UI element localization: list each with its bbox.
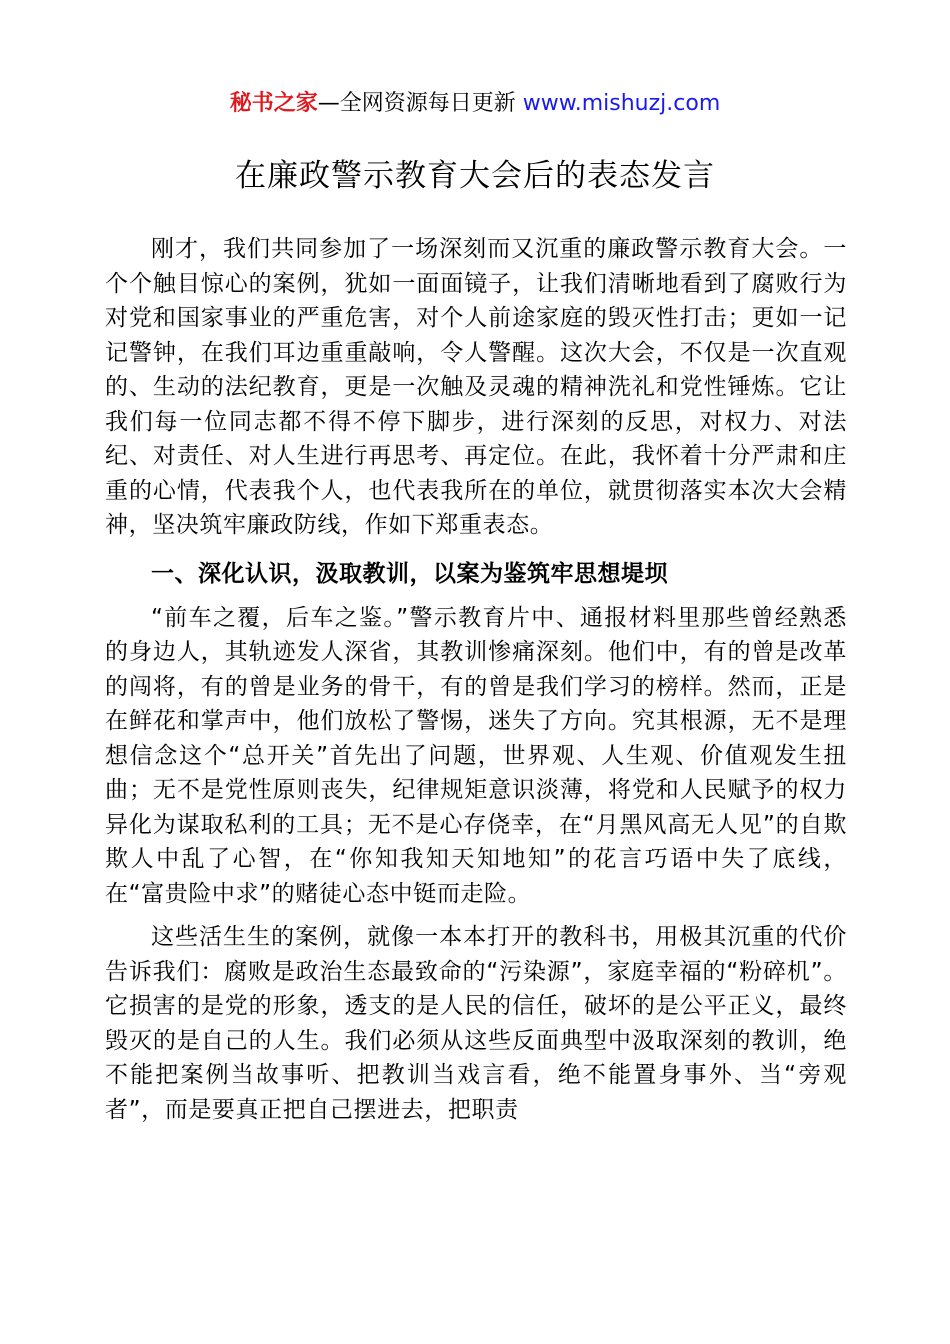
document-body [105,232,847,1127]
document-title: 在廉政警示教育大会后的表态发言 [235,158,715,194]
brand-name: 秘书之家 [229,91,318,116]
section-heading-1: 一、深化认识，汲取教训，以案为鉴筑牢思想堤坝 [151,560,668,587]
site-header [0,88,950,120]
section1-paragraph-2: 这些活生生的案例，就像一本本打开的教科书，用极其沉重的代价告诉我们：腐败是政治生态最致命的“污染源”，家庭幸福的“粉碎机”。它损害的是党的形象，透支的是人民的信任，破坏的是公平正义，最终毁灭的是自己的人生。我们必须从这些反面典型中汲取深刻的教训，绝不能把案例当故事听、把教训当戏言看，绝不能置身事外、当“旁观者”，而是要真正把自己摆进去，把职责 [105,924,847,1123]
intro-paragraph: 刚才，我们共同参加了一场深刻而又沉重的廉政警示教育大会。一个个触目惊心的案例，犹如一面面镜子，让我们清晰地看到了腐败行为对党和国家事业的严重危害，对个人前途家庭的毁灭性打击；更如一记记警钟，在我们耳边重重敲响，令人警醒。这次大会，不仅是一次直观的、生动的法纪教育，更是一次触及灵魂的精神洗礼和党性锤炼。它让我们每一位同志都不得不停下脚步，进行深刻的反思，对权力、对法纪、对责任、对人生进行再思考、再定位。在此，我怀着十分严肃和庄重的心情，代表我个人，也代表我所在的单位，就贯彻落实本次大会精神，坚决筑牢廉政防线，作如下郑重表态。 [105,236,847,538]
section1-paragraph-1: “前车之覆，后车之鉴。”警示教育片中、通报材料里那些曾经熟悉的身边人，其轨迹发人深省，其教训惨痛深刻。他们中，有的曾是改革的闯将，有的曾是业务的骨干，有的曾是我们学习的榜样。然而，正是在鲜花和掌声中，他们放松了警惕，迷失了方向。究其根源，无不是理想信念这个“总开关”首先出了问题，世界观、人生观、价值观发生扭曲；无不是党性原则丧失，纪律规矩意识淡薄，将党和人民赋予的权力异化为谋取私利的工具；无不是心存侥幸，在“月黑风高无人见”的自欺欺人中乱了心智，在“你知我知天知地知”的花言巧语中失了底线，在“富贵险中求”的赌徒心态中铤而走险。 [105,604,847,907]
site-url-link[interactable]: www.mishuzj.com [522,91,721,116]
header-tagline: —全网资源每日更新 [317,91,523,116]
